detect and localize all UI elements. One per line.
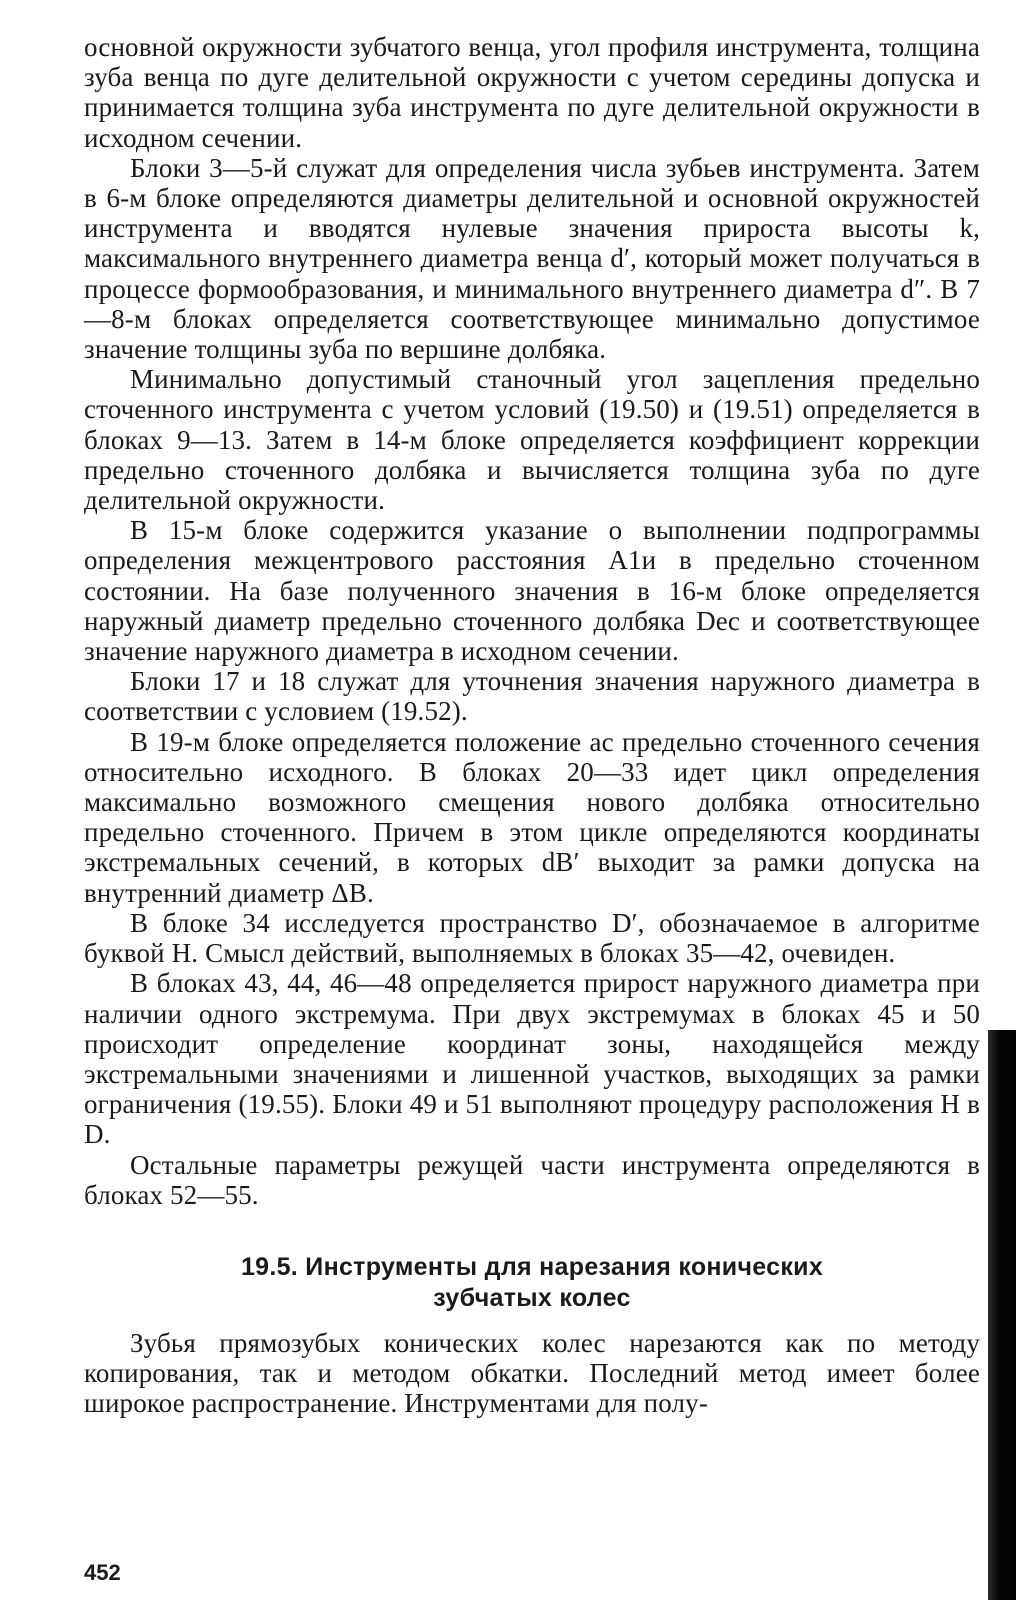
section-paragraph: Зубья прямозубых конических колес нарезаются как по методу копирования, так и методом обкатки. Последний метод имеет более широкое распространение. Инструментами для полу- [84,1327,980,1419]
paragraph-9: Остальные параметры режущей части инструмента определяются в блоках 52—55. [84,1149,980,1210]
scan-edge-shadow [988,1030,1016,1600]
page-number: 452 [84,1560,121,1585]
paragraph-1: основной окружности зубчатого венца, угол профиля инструмента, толщина зуба венца по дуге делительной окружности с учетом середины допуска и принимается толщина зуба инструмента по дуге делительной окружности в исходном сечении. [84,32,980,153]
paragraph-7: В блоке 34 исследуется пространство D′, обозначаемое в алгоритме буквой H. Смысл действий, выполняемых в блоках 35—42, очевиден. [84,907,980,969]
paragraph-6: В 19-м блоке определяется положение ac предельно сточенного сечения относительно исходного. В блоках 20—33 идет цикл определения максимально возможного смещения нового долбяка относительно предельно сточенного. Причем в этом цикле определяются координаты экстремальных сечений, в которых dB′ выходит за рамки допуска на внутренний диаметр ΔB. [84,726,980,908]
section-heading-line-2: зубчатых колес [433,1283,631,1312]
paragraph-5: Блоки 17 и 18 служат для уточнения значения наружного диаметра в соответствии с условием (19.52). [84,666,980,727]
section-heading-line-1: 19.5. Инструменты для нарезания конических [240,1252,824,1281]
paragraph-3: Минимально допустимый станочный угол зацепления предельно сточенного инструмента с учетом условий (19.50) и (19.51) определяется в блоках 9—13. Затем в 14-м блоке определяется коэффициент коррекции предельно сточенного долбяка и вычисляется толщина зуба по дуге делительной окружности. [84,364,980,516]
book-page [84,32,980,1585]
paragraph-8: В блоках 43, 44, 46—48 определяется прирост наружного диаметра при наличии одного экстремума. При двух экстремумах в блоках 45 и 50 происходит определение координат зоны, находящейся между экстремальными значениями и лишенной участков, выходящих за рамки ограничения (19.55). Блоки 49 и 51 выполняют процедуру расположения H в D. [84,968,980,1150]
section-heading [84,1252,980,1314]
paragraph-2: Блоки 3—5-й служат для определения числа зубьев инструмента. Затем в 6-м блоке определяются диаметры делительной и основной окружностей инструмента и вводятся нулевые значения прироста высоты k, максимального внутреннего диаметра венца d′, который может получаться в процессе формообразования, и минимального внутреннего диаметра d″. В 7—8-м блоках определяется соответствующее минимально допустимое значение толщины зуба по вершине долбяка. [84,152,980,365]
paragraph-4: В 15-м блоке содержится указание о выполнении подпрограммы определения межцентрового расстояния A1и в предельно сточенном состоянии. На базе полученного значения в 16-м блоке определяется наружный диаметр предельно сточенного долбяка Dec и соответствующее значение наружного диаметра в исходном сечении. [84,515,980,667]
